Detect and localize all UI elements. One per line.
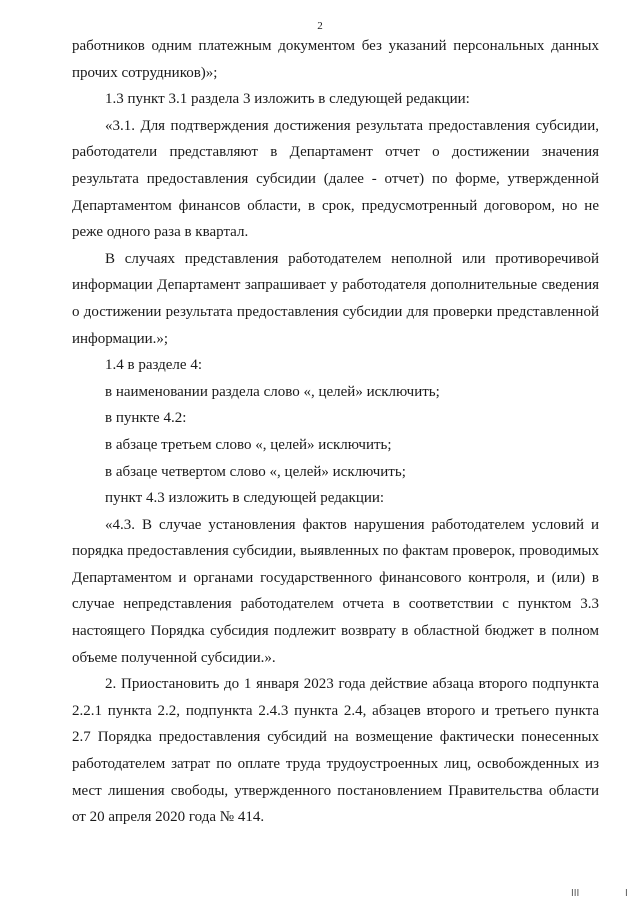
paragraph-section-title-edit: в наименовании раздела слово «, целей» исключить; <box>105 383 440 400</box>
paragraph-continuation: работников одним платежным документом без указаний персональных данных прочих сотрудников)»; <box>72 38 599 81</box>
paragraph-clause-4-3: «4.3. В случае установления фактов нарушения работодателем условий и порядка предоставления субсидии, выявленных по фактам проверок, проводимых Департаментом и органами государственного финансового контроля, и (или) в случае непредставления работодателем отчета в соответствии с пунктом 3.3 настоящего Порядка субсидия подлежит возврату в областной бюджет в полном объеме полученной субсидии.». <box>72 516 599 666</box>
document-body <box>72 33 599 831</box>
paragraph-suspension: 2. Приостановить до 1 января 2023 года действие абзаца второго подпункта 2.2.1 пункта 2.2, подпункта 2.4.3 пункта 2.4, абзацев второго и третьего пункта 2.7 Порядка предоставления субсидий на возмещение фактически понесенных работодателем затрат по оплате труда трудоустроенных лиц, освобожденных из мест лишения свободы, утвержденного постановлением Правительства области от 20 апреля 2020 года № 414. <box>72 676 599 826</box>
paragraph-clause-3-1: «3.1. Для подтверждения достижения результата предоставления субсидии, работодатели представляют в Департамент отчет о достижении значения результата предоставления субсидии (далее - отчет) по форме, утвержденной Департаментом финансов области, в срок, предусмотренный договором, но не реже одного раза в квартал. <box>72 117 599 241</box>
paragraph-clause-4-2: в пункте 4.2: <box>105 410 187 427</box>
paragraph-amendment-1-4: 1.4 в разделе 4: <box>105 357 202 374</box>
corner-mark: I <box>625 888 628 899</box>
page-number: 2 <box>317 20 323 32</box>
paragraph-third-abzac: в абзаце третьем слово «, целей» исключить; <box>105 436 392 453</box>
paragraph-incomplete-info: В случаях представления работодателем неполной или противоречивой информации Департамент запрашивает у работодателя дополнительные сведения о достижении результата предоставления субсидии для проверки представленной информации.»; <box>72 250 599 347</box>
paragraph-amendment-1-3: 1.3 пункт 3.1 раздела 3 изложить в следующей редакции: <box>105 91 470 108</box>
corner-mark: III <box>571 888 580 899</box>
paragraph-fourth-abzac: в абзаце четвертом слово «, целей» исключить; <box>105 463 406 480</box>
paragraph-clause-4-3-intro: пункт 4.3 изложить в следующей редакции: <box>105 490 385 507</box>
